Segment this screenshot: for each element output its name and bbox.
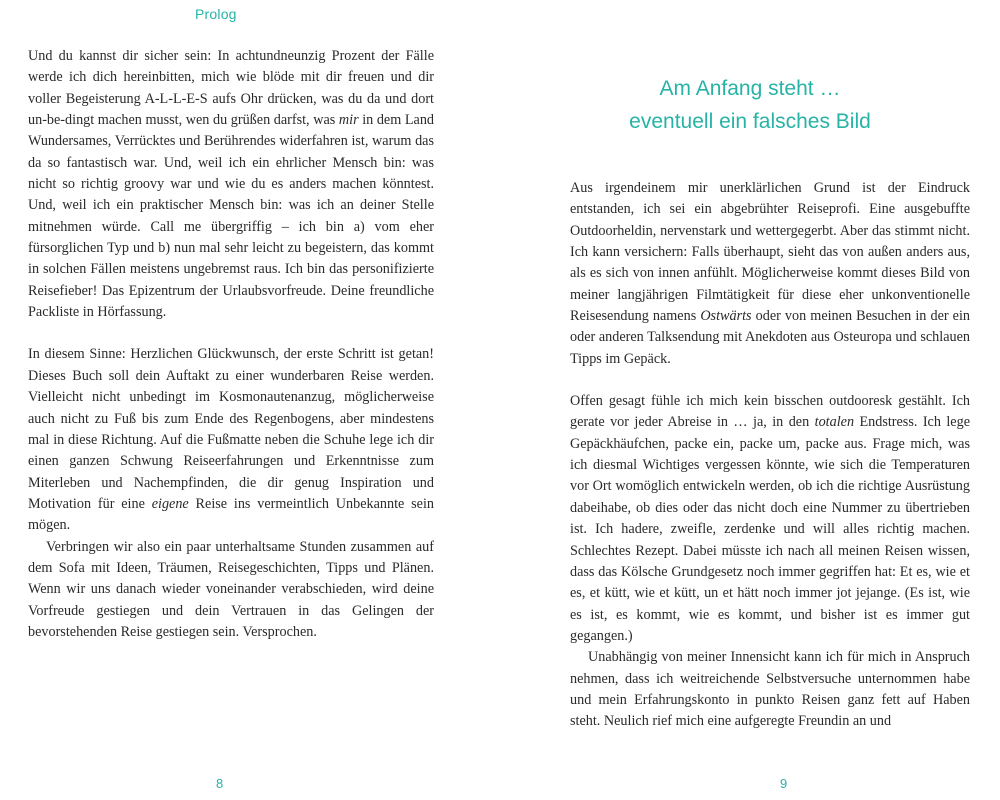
text-run: Reise ins vermeintlich Unbekannte sein mögen. [28, 495, 435, 534]
chapter-title-line: eventuell ein falsches Bild [629, 110, 871, 133]
text-run: Offen gesagt fühle ich mich kein bisschen outdooresk gestählt. Ich gerate vor jeder Abreise in … ja, in den [570, 393, 970, 431]
paragraph [570, 178, 970, 370]
text-run: oder von meinen Besuchen in der ein oder anderen Talksendung mit Anekdoten aus Osteuropa und schlauen Tipps im Gepäck. [570, 308, 970, 367]
paragraph [28, 344, 434, 536]
paragraph [570, 647, 970, 732]
page-number: 9 [780, 776, 788, 791]
page-number: 8 [216, 776, 224, 791]
paragraph [28, 46, 434, 323]
emphasis: eigene [151, 495, 189, 512]
text-run: Aus irgendeinem mir unerklärlichen Grund ist der Eindruck entstanden, ich sei ein abgebrühter Reiseprofi. Eine ausgebuffte Outdoorheldin, nervenstark und wettergegerbt. Aber das stimmt nicht. Ich kann versichern: Falls überhaupt, sieht das von außen anders aus, als es sich von innen anfühlt. Möglicherweise kommt dieses Bild von meiner langjährigen Filmtätigkeit für diese eher unkonventionelle Reisesendung namens [570, 180, 970, 325]
emphasis: totalen [814, 414, 855, 431]
text-run: Unabhängig von meiner Innensicht kann ich für mich in Anspruch nehmen, dass ich weitreichende Selbstversuche unternommen habe und mein Erfahrungskonto in punkto Reisen ganz fett auf Haben steht. Neulich rief mich eine aufgeregte Freundin an und [570, 649, 970, 730]
running-head: Prolog [195, 6, 237, 22]
text-run: In diesem Sinne: Herzlichen Glückwunsch, der erste Schritt ist getan! Dieses Buch soll dein Auftakt zu einer wunderbaren Reise werden. Vielleicht nicht unbedingt im Kosmonautenanzug, möglicherweise auch nicht zu Fuß bis zum Ende des Regenbogens, aber mindestens mal in diese Richtung. Auf die Fußmatte neben die Schuhe lege ich dir einen ganzen Schwung Reiseerfahrungen und Erkenntnisse zum Miterleben und Nachempfinden, die dir genug Inspiration und Motivation für eine [28, 346, 434, 512]
right-text-column [570, 178, 970, 733]
chapter-title-line: Am Anfang steht … [659, 77, 841, 100]
paragraph [28, 537, 434, 644]
left-text-column [28, 46, 434, 643]
emphasis: mir [338, 112, 359, 129]
paragraph [570, 391, 970, 647]
text-run: Und du kannst dir sicher sein: In achtundneunzig Prozent der Fälle werde ich dich hereinbitten, mich wie blöde mit dir freuen und dir voller Begeisterung A-L-L-E-S aufs Ohr drücken, was du da und dort un-be-dingt machen musst, wen du grüßen darfst, was [28, 48, 434, 129]
chapter-title [500, 72, 1000, 138]
emphasis: Ostwärts [700, 308, 752, 325]
text-run: Verbringen wir also ein paar unterhaltsame Stunden zusammen auf dem Sofa mit Ideen, Träumen, Reisegeschichten, Tipps und Plänen. Wenn wir uns danach wieder voneinander verabschieden, wird deine Vorfreude gestiegen und dein Vertrauen in das Gelingen der bevorstehenden Reise gestiegen sein. Versprochen. [28, 538, 434, 640]
text-run: in dem Land Wundersames, Verrücktes und Berührendes widerfahren ist, warum das da so fantastisch war. Und, weil ich ein ehrlicher Mensch bin: was nicht so richtig groovy war und wie du es anders machen könntest. Und, weil ich ein praktischer Mensch bin: was ich an deiner Stelle mitnehmen würde. Call me übergriffig – ich bin a) vom eher fürsorglichen Typ und b) nun mal sehr leicht zu begeistern, das kommt in solchen Fällen meistens ungebremst raus. Ich bin das personifizierte Reisefieber! Das Epizentrum der Urlaubsvorfreude. Deine freundliche Packliste in Hörfassung. [28, 112, 435, 321]
text-run: Endstress. Ich lege Gepäckhäufchen, packe ein, packe um, packe aus. Frage mich, was ich diesmal Wichtiges vergessen könnte, wie sich die Temperaturen vor Ort womöglich entwickeln werden, ob ich die richtige Ausrüstung dabeihabe, ob dies oder das nicht doch eine Nummer zu übertrieben ist. Ich hadere, zweifle, zerdenke und will alles richtig machen. Schlechtes Rezept. Dabei müsste ich nach all meinen Reisen wissen, dass das Kölsche Grundgesetz noch immer gegriffen hat: Et es, wie et es, et kütt, wie et kütt, un et hätt noch immer jot jejange. (Es ist, wie es ist, es kommt, wie es kommt, und bisher ist es immer gut gegangen.) [570, 414, 970, 644]
